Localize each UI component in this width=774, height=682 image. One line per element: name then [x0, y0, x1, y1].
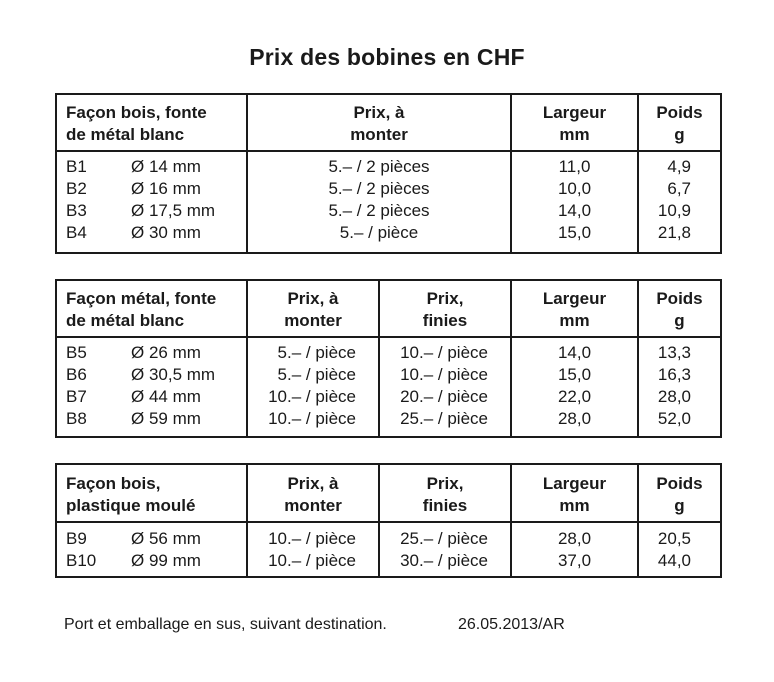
header-largeur: Largeur mm	[542, 474, 607, 515]
row-prix-finies: 30.– / pièce	[400, 551, 488, 570]
row-code: B10	[66, 551, 97, 570]
row-prix-finies: 10.– / pièce	[400, 365, 488, 384]
row-code: B9	[66, 529, 87, 548]
row-largeur: 10,0	[557, 179, 592, 198]
footer-note: Port et emballage en sus, suivant destination.	[64, 616, 387, 633]
row-prix: 5.– / 2 pièces	[328, 179, 430, 198]
row-diameter: Ø 99 mm	[131, 551, 201, 570]
table-bois-fonte	[55, 93, 722, 254]
row-poids: 21,8	[657, 223, 691, 242]
row-poids: 6,7	[667, 179, 691, 198]
row-largeur: 15,0	[557, 365, 592, 384]
row-diameter: Ø 17,5 mm	[131, 201, 216, 220]
row-code: B4	[66, 223, 87, 242]
row-poids: 20,5	[657, 529, 691, 548]
header-poids: Poids g	[656, 474, 703, 515]
row-prix: 5.– / pièce	[339, 223, 419, 242]
row-code: B2	[66, 179, 87, 198]
row-prix: 5.– / 2 pièces	[328, 201, 430, 220]
footer-date-ref: 26.05.2013/AR	[458, 616, 565, 633]
table-bois-plastique	[55, 463, 722, 578]
header-prix-finies: Prix, finies	[422, 474, 468, 515]
row-poids: 10,9	[657, 201, 691, 220]
row-prix-finies: 10.– / pièce	[400, 343, 488, 362]
header-facon: Façon bois, plastique moulé	[66, 474, 196, 515]
row-prix-monter: 10.– / pièce	[268, 551, 356, 570]
row-largeur: 28,0	[557, 409, 592, 428]
header-prix-finies: Prix, finies	[422, 289, 468, 330]
table-metal-fonte	[55, 279, 722, 438]
row-prix-monter: 10.– / pièce	[268, 409, 356, 428]
row-prix-finies: 25.– / pièce	[400, 409, 488, 428]
row-prix-monter: 10.– / pièce	[268, 529, 356, 548]
row-prix-monter: 5.– / pièce	[277, 343, 356, 362]
row-code: B8	[66, 409, 87, 428]
header-poids: Poids g	[656, 289, 703, 330]
header-prix-monter: Prix, à monter	[350, 103, 408, 144]
row-prix: 5.– / 2 pièces	[328, 157, 430, 176]
page-title: Prix des bobines en CHF	[249, 44, 525, 70]
row-poids: 28,0	[657, 387, 691, 406]
header-poids: Poids g	[656, 103, 703, 144]
row-diameter: Ø 56 mm	[131, 529, 201, 548]
row-largeur: 11,0	[558, 157, 591, 176]
row-code: B3	[66, 201, 87, 220]
row-largeur: 22,0	[557, 387, 592, 406]
row-prix-monter: 10.– / pièce	[268, 387, 356, 406]
row-diameter: Ø 59 mm	[131, 409, 201, 428]
row-largeur: 28,0	[557, 529, 592, 548]
row-prix-finies: 25.– / pièce	[400, 529, 488, 548]
header-prix-monter: Prix, à monter	[284, 289, 342, 330]
row-poids: 44,0	[657, 551, 691, 570]
row-diameter: Ø 26 mm	[131, 343, 201, 362]
row-code: B5	[66, 343, 87, 362]
header-prix-monter: Prix, à monter	[284, 474, 342, 515]
row-diameter: Ø 16 mm	[131, 179, 201, 198]
row-code: B7	[66, 387, 87, 406]
row-poids: 4,9	[667, 157, 691, 176]
row-diameter: Ø 14 mm	[131, 157, 201, 176]
row-prix-monter: 5.– / pièce	[277, 365, 356, 384]
row-prix-finies: 20.– / pièce	[400, 387, 488, 406]
row-poids: 52,0	[657, 409, 691, 428]
row-largeur: 14,0	[557, 201, 592, 220]
row-code: B6	[66, 365, 87, 384]
header-facon: Façon métal, fonte de métal blanc	[66, 289, 217, 330]
row-largeur: 14,0	[557, 343, 592, 362]
row-code: B1	[66, 157, 87, 176]
header-facon: Façon bois, fonte de métal blanc	[66, 103, 207, 144]
row-poids: 16,3	[657, 365, 691, 384]
header-largeur: Largeur mm	[542, 289, 607, 330]
header-largeur: Largeur mm	[542, 103, 607, 144]
row-largeur: 37,0	[557, 551, 592, 570]
row-largeur: 15,0	[557, 223, 592, 242]
row-poids: 13,3	[657, 343, 691, 362]
row-diameter: Ø 30,5 mm	[131, 365, 216, 384]
row-diameter: Ø 44 mm	[131, 387, 201, 406]
row-diameter: Ø 30 mm	[131, 223, 201, 242]
